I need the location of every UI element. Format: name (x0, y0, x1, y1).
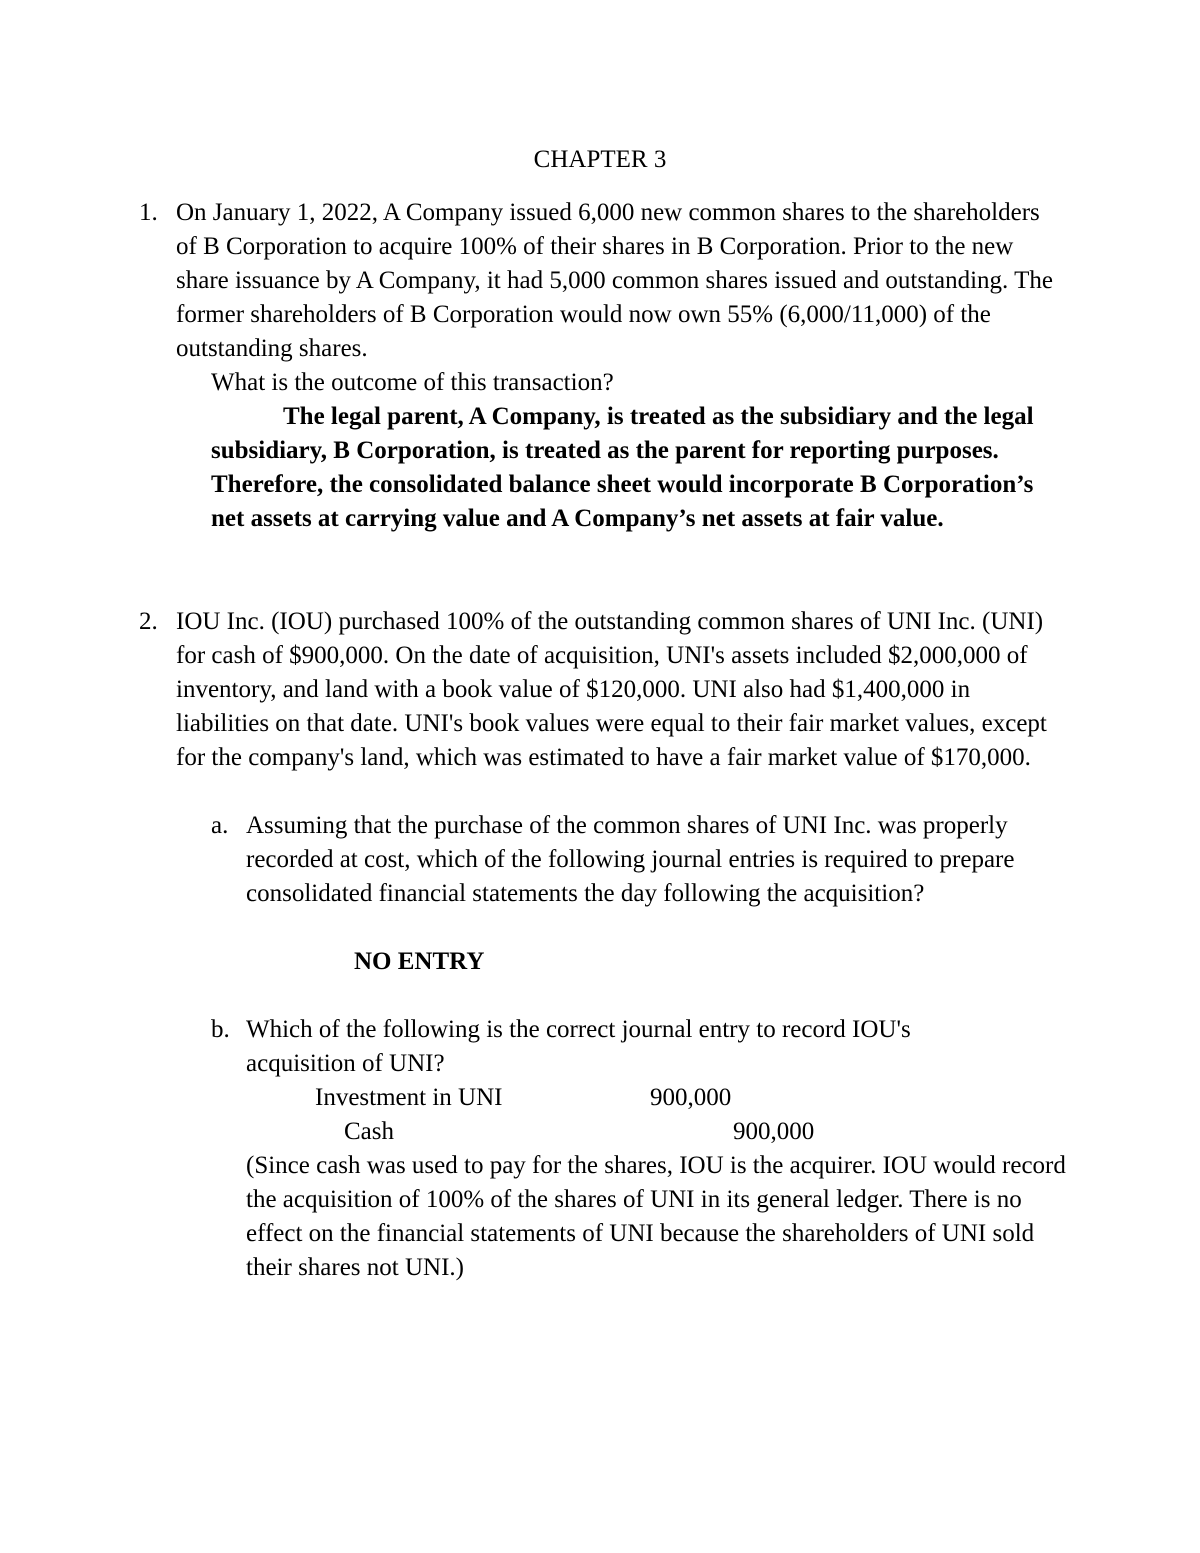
journal-credit-amount: 900,000 (733, 1118, 815, 1145)
question-1-prompt: What is the outcome of this transaction? (211, 369, 614, 396)
chapter-title: CHAPTER 3 (533, 146, 667, 173)
question-2-number: 2. (139, 608, 158, 635)
question-1-text: On January 1, 2022, A Company issued 6,000 new common shares to the shareholders of B Corporation to acquire 100% of their shares in B Corporation. Prior to the new share issuance by A Company, it had 5,000 common shares issued and outstanding. The former shareholders of B Corporation would now own 55% (6,000/11,000) of the outstanding shares. (176, 199, 1053, 362)
journal-debit-amount: 900,000 (650, 1084, 732, 1111)
question-1-number: 1. (139, 199, 158, 226)
question-1-answer: The legal parent, A Company, is treated as the subsidiary and the legal subsidiary, B Corporation, is treated as the parent for reporting purposes. Therefore, the consolidated balance sheet would incorporate B Corporation’s net assets at carrying value and A Company’s net assets at fair value. (211, 403, 1034, 532)
question-2-text: IOU Inc. (IOU) purchased 100% of the outstanding common shares of UNI Inc. (UNI) for cash of $900,000. On the date of acquisition, UNI's assets included $2,000,000 of inventory, and land with a book value of $120,000. UNI also had $1,400,000 in liabilities on that date. UNI's book values were equal to their fair market values, except for the company's land, which was estimated to have a fair market value of $170,000. (176, 608, 1047, 771)
part-b-text: Which of the following is the correct journal entry to record IOU's acquisition of UNI? (246, 1016, 911, 1077)
part-a-text: Assuming that the purchase of the common shares of UNI Inc. was properly recorded at cost, which of the following journal entries is required to prepare consolidated financial statements the day following the acquisition? (246, 812, 1015, 907)
part-b-explanation: (Since cash was used to pay for the shares, IOU is the acquirer. IOU would record the acquisition of 100% of the shares of UNI in its general ledger. There is no effect on the financial statements of UNI because the shareholders of UNI sold their shares not UNI.) (246, 1152, 1066, 1281)
part-a-letter: a. (211, 812, 229, 839)
journal-credit-account: Cash (344, 1118, 394, 1145)
journal-debit-account: Investment in UNI (315, 1084, 503, 1111)
part-a-answer: NO ENTRY (354, 948, 485, 975)
part-b-letter: b. (211, 1016, 230, 1043)
